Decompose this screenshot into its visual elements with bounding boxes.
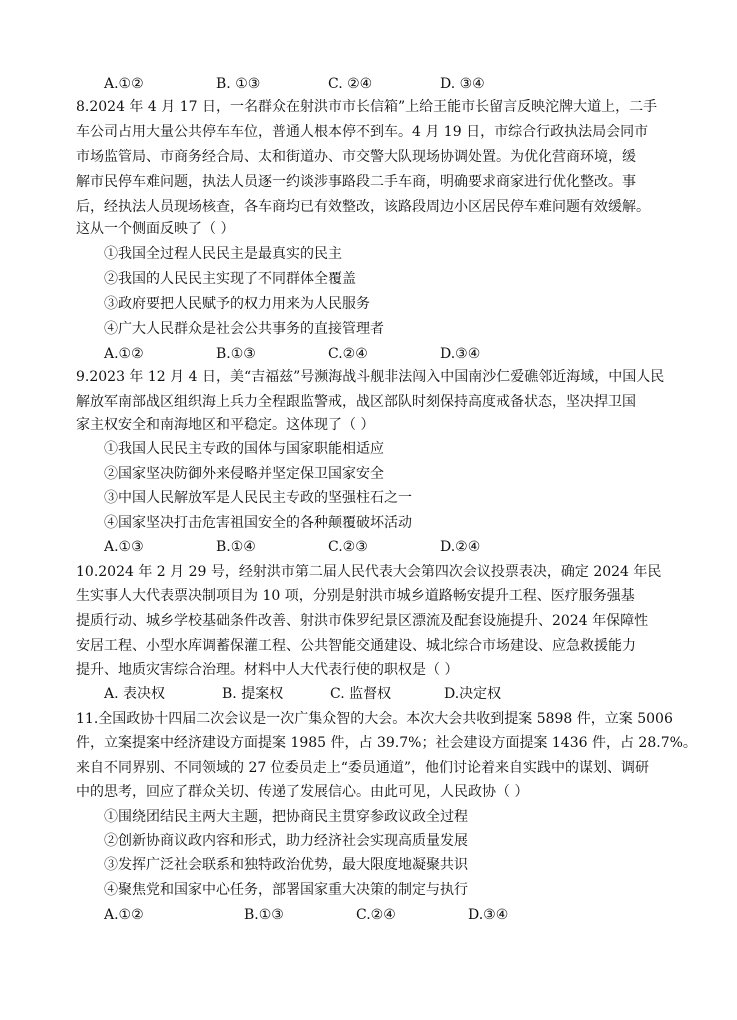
q11-stem-line: 件，立案提案中经济建设方面提案 1985 件，占 39.7%；社会建设方面提案 1436 件，占 28.7%。	[76, 735, 697, 751]
q8-option-2: ②我国的人民民主实现了不同群体全覆盖	[104, 271, 356, 287]
q7-choice-d: D. ③④	[440, 76, 485, 92]
q8-choice-b: B.①③	[216, 346, 256, 362]
q10-stem-line: 10.2024 年 2 月 29 号，经射洪市第二届人民代表大会第四次会议投票表决，确定 2024 年民	[76, 564, 662, 580]
q8-option-1: ①我国全过程人民民主是最真实的民主	[104, 246, 342, 262]
q8-choice-a: A.①②	[104, 346, 144, 362]
q9-stem-line: 家主权安全和南海地区和平稳定。这体现了（ ）	[76, 417, 375, 433]
q10-choice-c: C. 监督权	[330, 686, 392, 702]
q7-choice-a: A.①②	[104, 76, 144, 92]
q11-choice-b: B.①③	[244, 907, 284, 923]
q10-stem-line: 提升、地质灾害综合治理。材料中人大代表行使的职权是（ ）	[76, 662, 459, 678]
q9-option-2: ②国家坚决防御外来侵略并坚定保卫国家安全	[104, 466, 384, 482]
q9-stem-line: 9.2023 年 12 月 4 日，美“吉福兹”号濒海战斗舰非法闯入中国南沙仁爱礁邻近海域，中国人民	[76, 369, 665, 385]
q8-stem-line: 市场监管局、市商务经合局、太和街道办、市交警大队现场协调处置。为优化营商环境，缓	[76, 149, 636, 165]
q8-stem-line: 后，经执法人员现场核查，各车商均已有效整改，该路段周边小区居民停车难问题有效缓解。	[76, 199, 650, 215]
q11-stem-line: 中的思考，回应了群众关切、传递了发展信心。由此可见，人民政协（ ）	[76, 784, 529, 800]
q11-option-1: ①围绕团结民主两大主题，把协商民主贯穿参政议政全过程	[104, 809, 468, 825]
q9-option-1: ①我国人民民主专政的国体与国家职能相适应	[104, 441, 384, 457]
q8-stem-line: 解市民停车难问题，执法人员逐一约谈涉事路段二手车商，明确要求商家进行优化整改。事	[76, 174, 636, 190]
q11-option-4: ④聚焦党和国家中心任务，部署国家重大决策的制定与执行	[104, 882, 468, 898]
q10-stem-line: 安居工程、小型水库调蓄保灌工程、公共智能交通建设、城北综合市场建设、应急救援能力	[76, 638, 636, 654]
q9-choice-c: C.②③	[328, 539, 368, 555]
q8-stem-line: 8.2024 年 4 月 17 日，一名群众在射洪市市长信箱”上给王能市长留言反映沱牌大道上，二手	[76, 99, 658, 115]
q8-option-4: ④广大人民群众是社会公共事务的直接管理者	[104, 321, 384, 337]
q9-option-4: ④国家坚决打击危害祖国安全的各种颠覆破坏活动	[104, 515, 412, 531]
q11-option-3: ③发挥广泛社会联系和独特政治优势，最大限度地凝聚共识	[104, 857, 468, 873]
q8-stem-line: 这从一个侧面反映了（ ）	[76, 221, 235, 237]
q11-choice-a: A.①②	[104, 907, 144, 923]
q7-choice-c: C. ②④	[328, 76, 373, 92]
q10-stem-line: 提质行动、城乡学校基础条件改善、射洪市侏罗纪景区漂流及配套设施提升、2024 年保障性	[76, 613, 649, 629]
q11-stem-line: 11.全国政协十四届二次会议是一次广集众智的大会。本次大会共收到提案 5898 件，立案 5006	[76, 711, 673, 727]
q11-choice-c: C.②④	[356, 907, 396, 923]
q10-choice-d: D.决定权	[444, 686, 502, 702]
q8-stem-line: 车公司占用大量公共停车车位，普通人根本停不到车。4 月 19 日，市综合行政执法局会同市	[76, 124, 649, 140]
q11-choice-d: D.③④	[468, 907, 509, 923]
q11-stem-line: 来自不同界别、不同领域的 27 位委员走上“委员通道”，他们讨论着来自实践中的谋划、调研	[76, 760, 650, 776]
q10-stem-line: 生实事人大代表票决制项目为 10 项，分别是射洪市城乡道路畅安提升工程、医疗服务强基	[76, 588, 635, 604]
q9-option-3: ③中国人民解放军是人民民主专政的坚强柱石之一	[104, 490, 412, 506]
q11-option-2: ②创新协商议政内容和形式，助力经济社会实现高质量发展	[104, 833, 468, 849]
q9-choice-a: A.①③	[104, 539, 144, 555]
q7-choice-b: B. ①③	[216, 76, 261, 92]
q10-choice-b: B. 提案权	[222, 686, 284, 702]
q8-choice-c: C.②④	[328, 346, 368, 362]
q9-choice-b: B.①④	[216, 539, 256, 555]
q8-choice-d: D.③④	[440, 346, 481, 362]
q10-choice-a: A. 表决权	[104, 686, 166, 702]
q9-choice-d: D.②④	[440, 539, 481, 555]
q9-stem-line: 解放军南部战区组织海上兵力全程跟监警戒，战区部队时刻保持高度戒备状态，坚决捍卫国	[76, 394, 636, 410]
q8-option-3: ③政府要把人民赋予的权力用来为人民服务	[104, 296, 370, 312]
